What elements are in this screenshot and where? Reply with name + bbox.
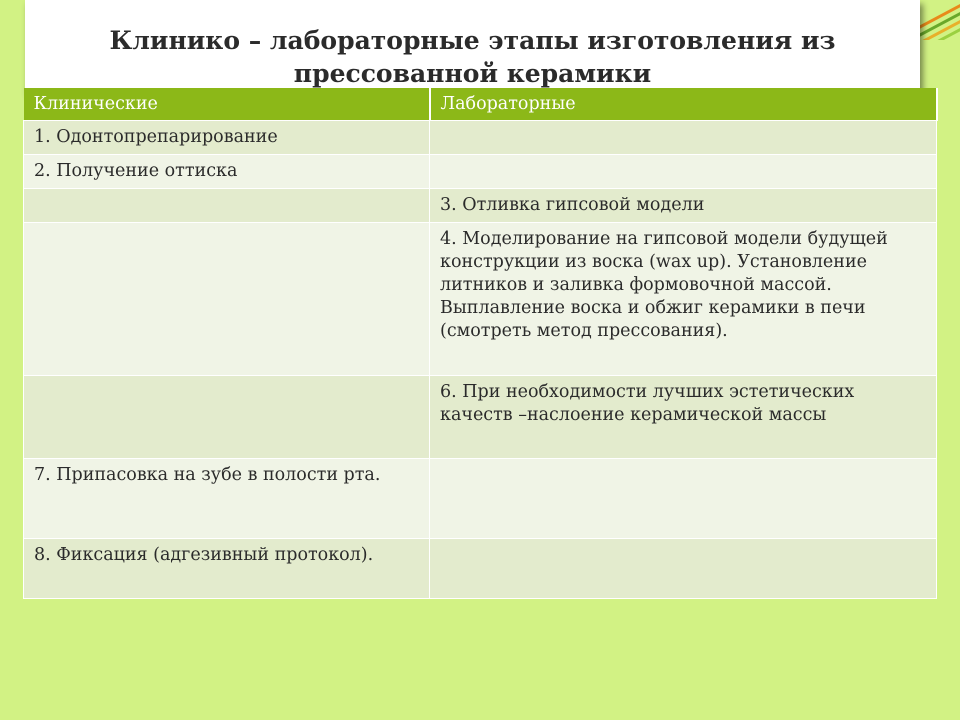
table-cell: 6. При необходимости лучших эстетических качеств –наслоение керамической массы: [430, 376, 937, 459]
table-row: [24, 539, 937, 599]
slide-title: [25, 24, 920, 90]
table-row: [24, 459, 937, 539]
table-cell: 7. Припасовка на зубе в полости рта.: [24, 459, 430, 539]
table-row: [24, 189, 937, 223]
table-cell: 3. Отливка гипсовой модели: [430, 189, 937, 223]
table-row: [24, 155, 937, 189]
title-box: [25, 0, 920, 93]
title-line-2: прессованной керамики: [293, 59, 652, 88]
table-cell: 8. Фиксация (адгезивный протокол).: [24, 539, 430, 599]
table-cell: [430, 459, 937, 539]
table-cell: [24, 376, 430, 459]
table-cell: [430, 539, 937, 599]
table-row: [24, 376, 937, 459]
table-header-row: [24, 88, 937, 121]
table-row: [24, 121, 937, 155]
title-line-1: Клинико – лабораторные этапы изготовления из: [109, 26, 836, 55]
table-cell: 2. Получение оттиска: [24, 155, 430, 189]
table-cell: [24, 223, 430, 376]
table-cell: 1. Одонтопрепарирование: [24, 121, 430, 155]
header-laboratory: Лабораторные: [430, 88, 937, 121]
table-cell: [430, 121, 937, 155]
header-clinical: Клинические: [24, 88, 430, 121]
table-cell: [24, 189, 430, 223]
table-cell: [430, 155, 937, 189]
table-row: [24, 223, 937, 376]
table-cell: 4. Моделирование на гипсовой модели будущей конструкции из воска (wax up). Установление литников и заливка формовочной массой. Выплавление воска и обжиг керамики в печи (смотреть метод прессования).: [430, 223, 937, 376]
stages-table: [23, 88, 938, 599]
